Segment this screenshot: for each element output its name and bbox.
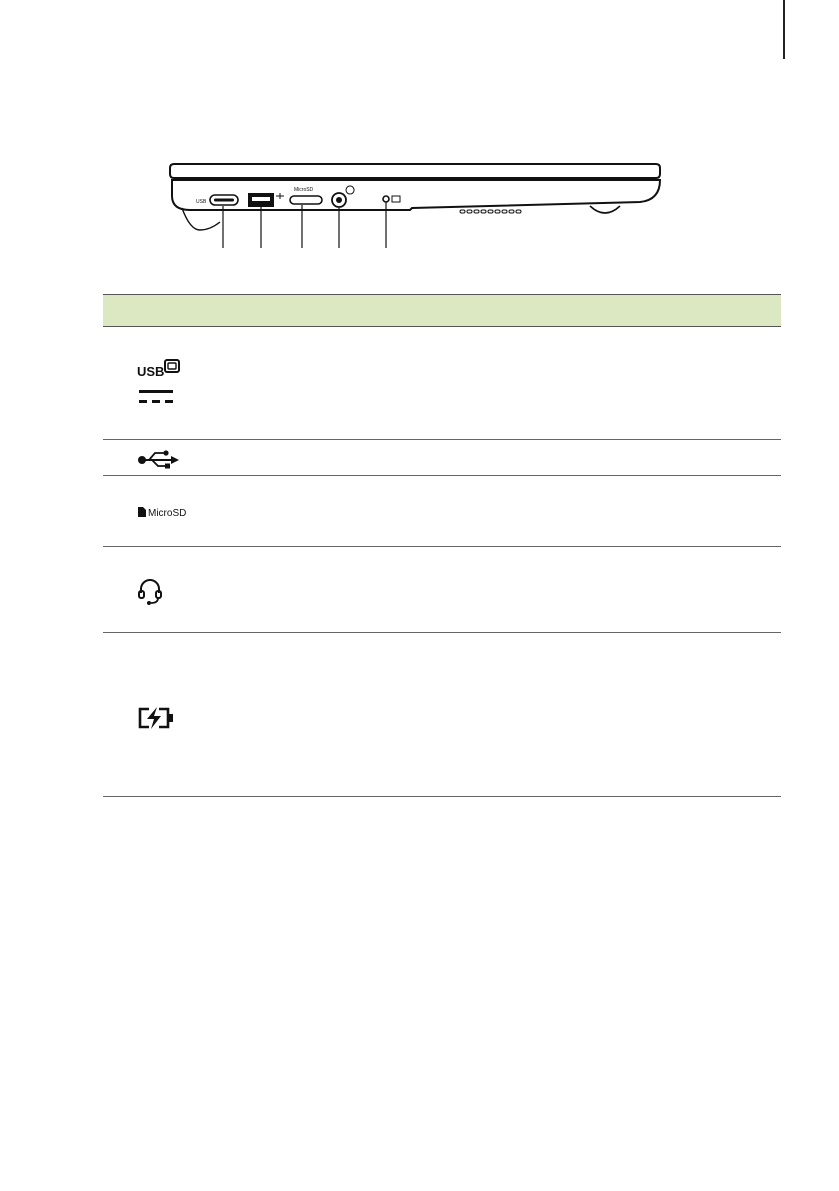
table-row [103, 440, 781, 476]
battery-charging-icon [137, 707, 177, 729]
vent-slots [460, 210, 521, 213]
table-row [103, 633, 781, 797]
table-row [103, 547, 781, 633]
table-row [103, 327, 781, 440]
ports-table [103, 294, 781, 797]
headset-icon [137, 577, 163, 605]
table-header [103, 294, 781, 327]
usb-c-port-label: USB [196, 199, 207, 205]
microsd-slot [290, 196, 322, 204]
usb-trident-icon [137, 449, 179, 469]
page-corner-mark [783, 0, 785, 59]
laptop-side-view [160, 150, 670, 260]
svg-text:USB: USB [137, 364, 165, 379]
table-row [103, 476, 781, 547]
microsd-slot-label: MicroSD [294, 187, 314, 193]
laptop-left-side-figure [160, 150, 670, 260]
led-indicator [383, 196, 389, 202]
svg-text:MicroSD: MicroSD [148, 508, 187, 519]
microsd-icon [137, 505, 195, 519]
usb-c-dc-icon [137, 357, 183, 409]
